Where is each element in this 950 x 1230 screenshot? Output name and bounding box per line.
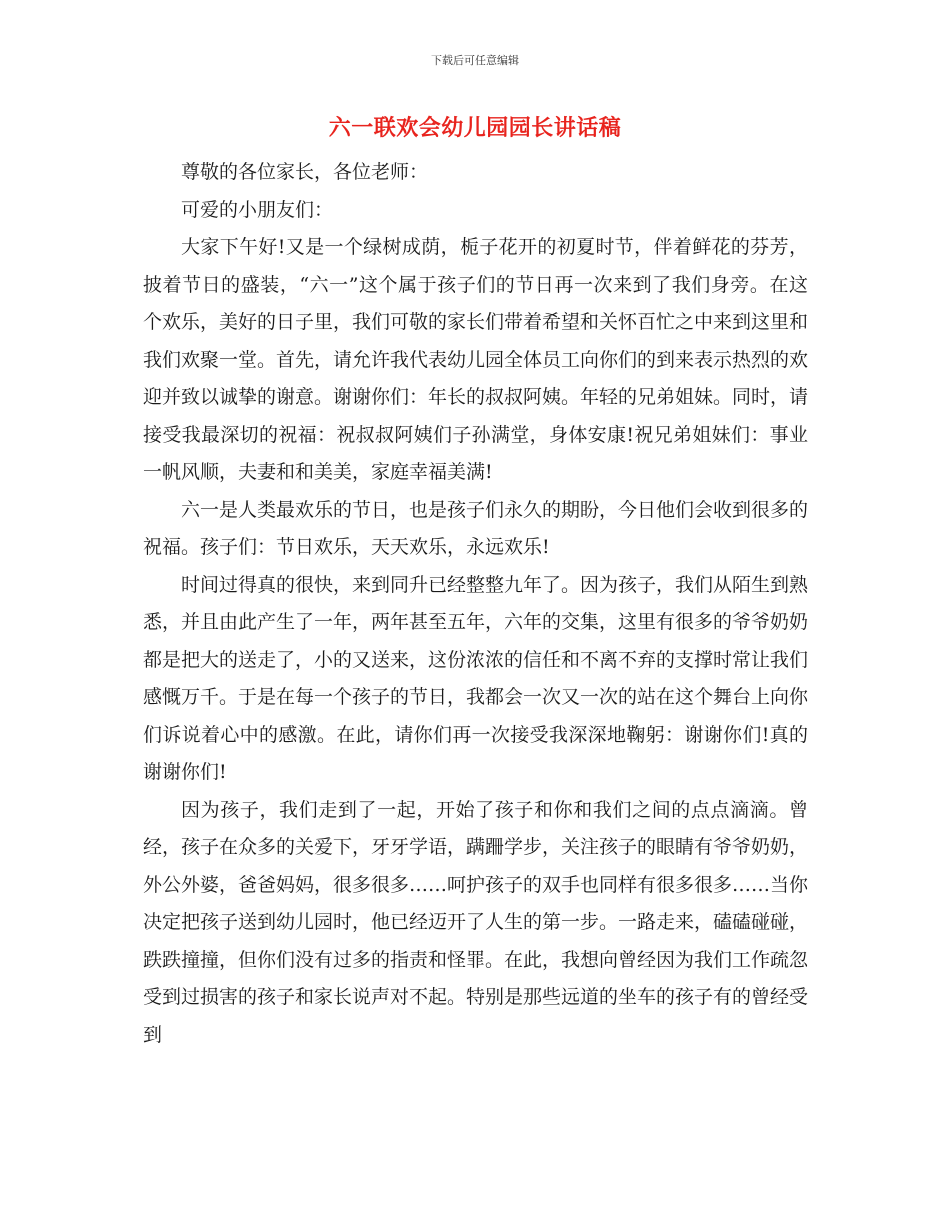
document-title: 六一联欢会幼儿园园长讲话稿 xyxy=(328,115,622,141)
body-paragraph: 因为孩子，我们走到了一起，开始了孩子和你和我们之间的点点滴滴。曾经，孩子在众多的关爱下，牙牙学语，蹒跚学步，关注孩子的眼睛有爷爷奶奶，外公外婆，爸爸妈妈，很多很多……呵护孩子的双手也同样有很多很多……当你决定把孩子送到幼儿园时，他已经迈开了人生的第一步。一路走来，磕磕碰碰，跌跌撞撞，但你们没有过多的指责和怪罪。在此，我想向曾经因为我们工作疏忽受到过损害的孩子和家长说声对不起。特别是那些远道的坐车的孩子有的曾经受到 xyxy=(143,798,809,1046)
header-note: 下载后可任意编辑 xyxy=(431,54,519,67)
document-body xyxy=(143,154,808,1054)
body-paragraph: 时间过得真的很快，来到同升已经整整九年了。因为孩子，我们从陌生到熟悉，并且由此产生了一年，两年甚至五年，六年的交集，这里有很多的爷爷奶奶都是把大的送走了，小的又送来，这份浓浓的信任和不离不弃的支撑时常让我们感慨万千。于是在每一个孩子的节日，我都会一次又一次的站在这个舞台上向你们诉说着心中的感激。在此，请你们再一次接受我深深地鞠躬：谢谢你们!真的谢谢你们! xyxy=(143,573,809,783)
greeting-paragraph: 可爱的小朋友们： xyxy=(181,198,334,221)
body-paragraph: 大家下午好!又是一个绿树成荫，栀子花开的初夏时节，伴着鲜花的芬芳，披着节日的盛装，“六一”这个属于孩子们的节日再一次来到了我们身旁。在这个欢乐，美好的日子里，我们可敬的家长们带着希望和关怀百忙之中来到这里和我们欢聚一堂。首先，请允许我代表幼儿园全体员工向你们的到来表示热烈的欢迎并致以诚挚的谢意。谢谢你们：年长的叔叔阿姨。年轻的兄弟姐妹。同时，请接受我最深切的祝福：祝叔叔阿姨们子孙满堂，身体安康!祝兄弟姐妹们：事业一帆风顺，夫妻和和美美，家庭幸福美满! xyxy=(143,236,809,483)
salutation-paragraph: 尊敬的各位家长，各位老师： xyxy=(181,161,429,183)
body-paragraph: 六一是人类最欢乐的节日，也是孩子们永久的期盼，今日他们会收到很多的祝福。孩子们：节日欢乐，天天欢乐，永远欢乐! xyxy=(143,498,809,558)
